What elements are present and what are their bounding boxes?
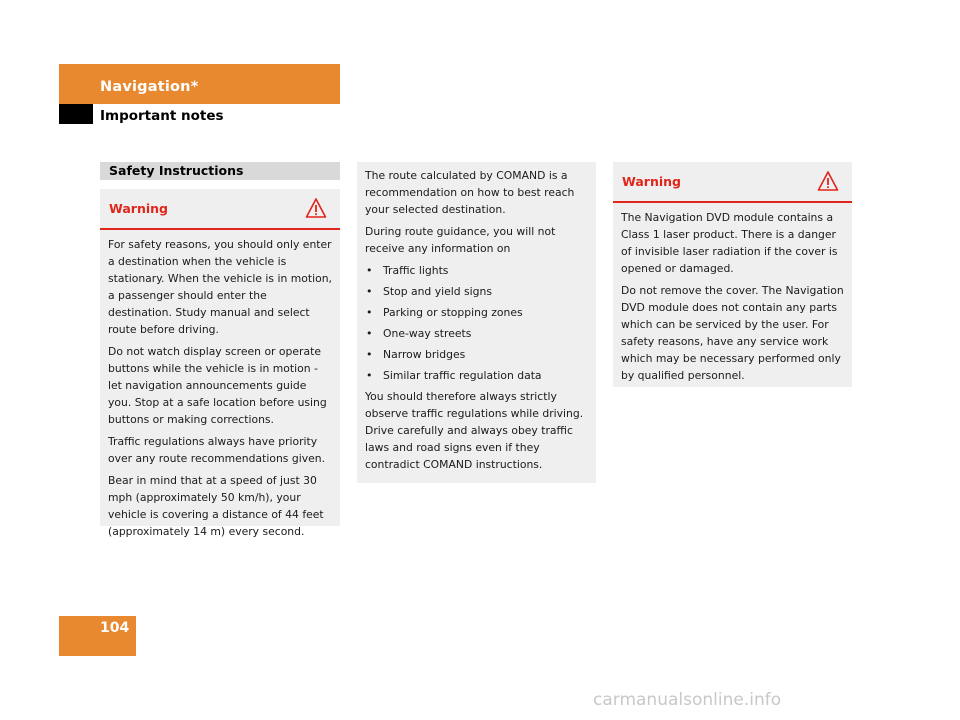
list-item: • Parking or stopping zones	[365, 304, 588, 321]
chapter-title: Navigation*	[100, 79, 199, 95]
header-marker	[59, 104, 93, 124]
section-subtitle: Important notes	[100, 108, 224, 124]
list-item: • One-way streets	[365, 325, 588, 342]
list-item: • Similar traffic regulation data	[365, 367, 588, 384]
warning-paragraph: Bear in mind that at a speed of just 30 mph (approximately 50 km/h), your vehicle is covering a distance of 44 feet (approximately 14 m) every second.	[108, 474, 324, 538]
route-info-paragraph: You should therefore always strictly observe traffic regulations while driving. Drive carefully and always obey traffic laws and road signs even if they contradict COMAND instructions.	[365, 390, 584, 471]
warning-paragraph: For safety reasons, you should only enter a destination when the vehicle is stationary. When the vehicle is in motion, a passenger should enter the destination. Study manual and select route before driving.	[108, 238, 332, 336]
page-number: 104	[100, 620, 130, 636]
warning-label: Warning	[109, 201, 168, 216]
warning-triangle-icon	[305, 197, 327, 219]
safety-instructions-heading	[100, 162, 340, 180]
warning-body	[613, 203, 852, 384]
watermark: carmanualsonline.info	[593, 690, 782, 710]
warning-paragraph: Do not watch display screen or operate buttons while the vehicle is in motion - let navigation announcements guide you. Stop at a safe location before using buttons or making corrections.	[108, 345, 327, 426]
traffic-info-list	[365, 262, 588, 384]
route-info-box	[357, 162, 596, 483]
route-info-paragraph: During route guidance, you will not receive any information on	[365, 225, 556, 255]
warning-label: Warning	[622, 174, 681, 189]
route-info-paragraph: The route calculated by COMAND is a recommendation on how to best reach your selected destination.	[365, 169, 575, 216]
page-number-tab	[59, 616, 136, 656]
warning-body	[100, 230, 340, 540]
warning-header	[100, 189, 340, 230]
list-item: • Stop and yield signs	[365, 283, 588, 300]
warning-paragraph: Do not remove the cover. The Navigation DVD module does not contain any parts which can be serviced by the user. For safety reasons, have any service work which may be necessary performed only by qualified personnel.	[621, 284, 844, 382]
warning-header	[613, 162, 852, 203]
list-item: • Narrow bridges	[365, 346, 588, 363]
warning-paragraph: Traffic regulations always have priority over any route recommendations given.	[108, 435, 326, 465]
section-heading-text: Safety Instructions	[109, 163, 244, 178]
list-item: • Traffic lights	[365, 262, 588, 279]
warning-box-right	[613, 162, 852, 387]
warning-box-left	[100, 189, 340, 538]
route-info-body	[357, 162, 596, 473]
warning-triangle-icon	[817, 170, 839, 192]
warning-paragraph: The Navigation DVD module contains a Class 1 laser product. There is a danger of invisible laser radiation if the cover is opened or damaged.	[621, 211, 838, 275]
